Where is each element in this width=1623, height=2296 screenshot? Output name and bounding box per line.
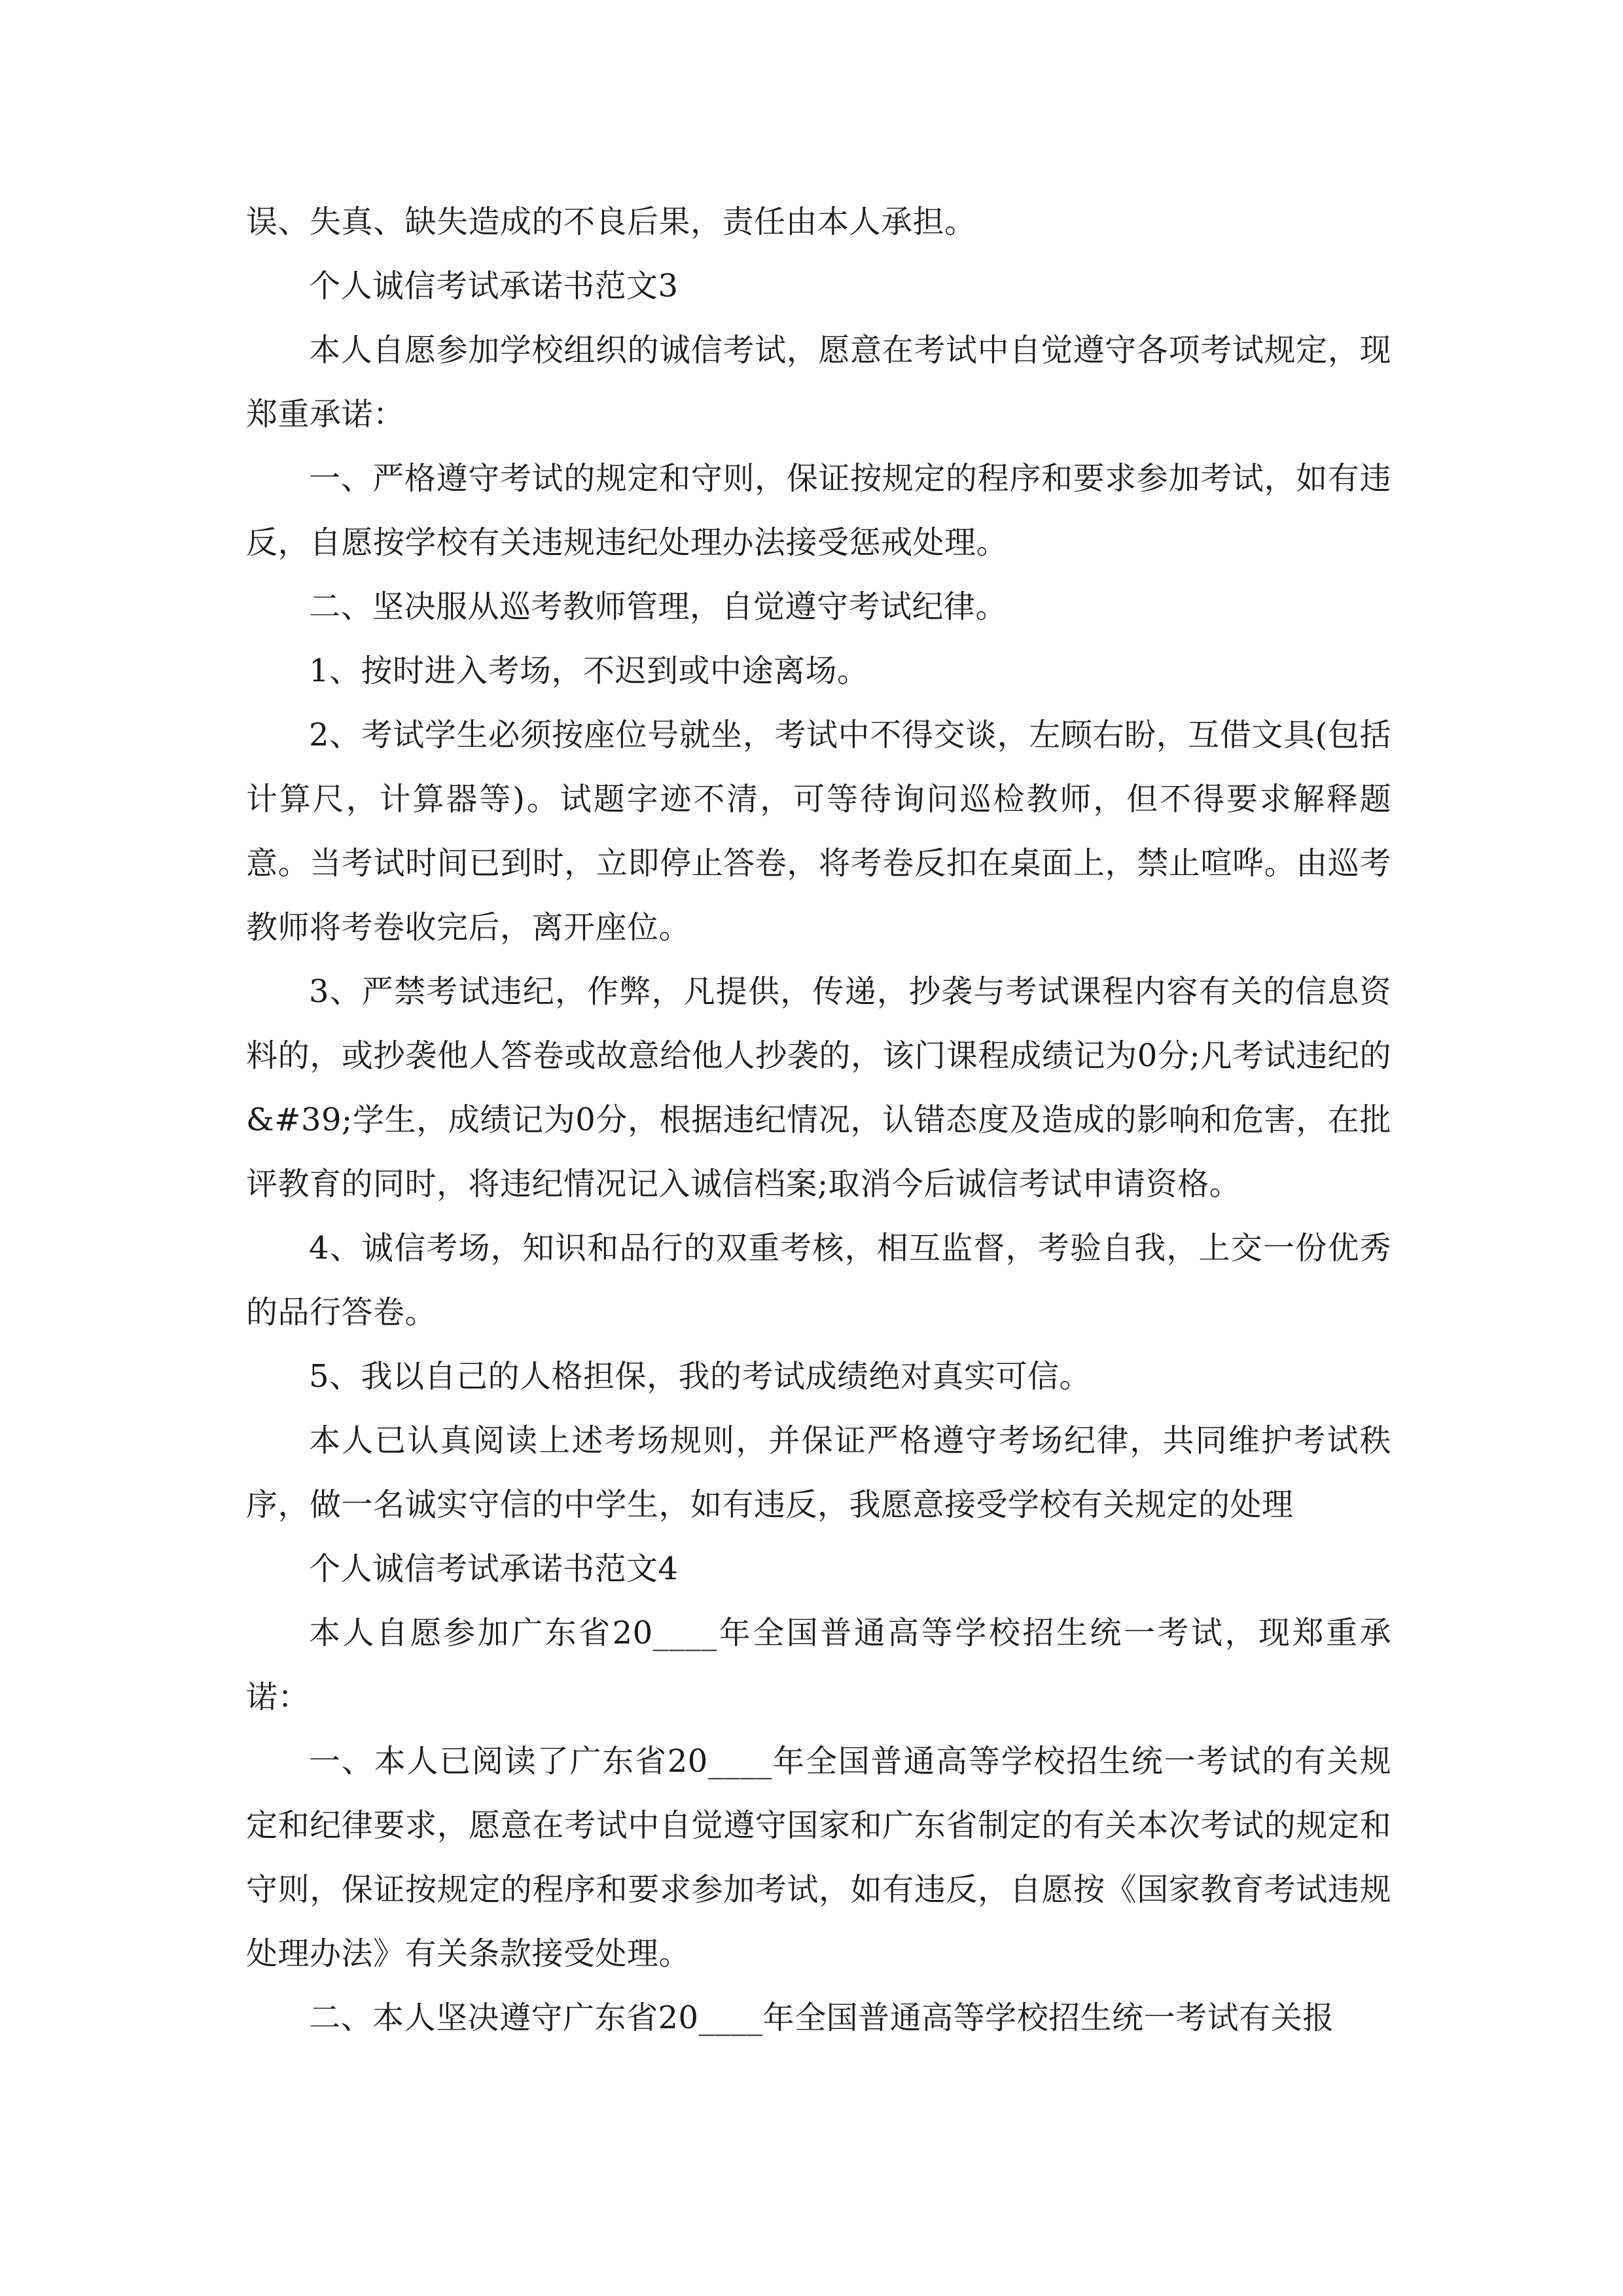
paragraph: 一、严格遵守考试的规定和守则，保证按规定的程序和要求参加考试，如有违反，自愿按学校有关违规违纪处理办法接受惩戒处理。 xyxy=(246,460,1391,561)
list-item: 5、我以自己的人格担保，我的考试成绩绝对真实可信。 xyxy=(309,1358,1092,1395)
list-item: 3、严禁考试违纪，作弊，凡提供，传递，抄袭与考试课程内容有关的信息资料的，或抄袭他人答卷或故意给他人抄袭的，该门课程成绩记为0分;凡考试违纪的&#39;学生，成绩记为0分，根据违纪情况，认错态度及造成的影响和危害，在批评教育的同时，将违纪情况记入诚信档案;取消今后诚信考试申请资格。 xyxy=(246,973,1391,1202)
paragraph: 二、坚决服从巡考教师管理，自觉遵守考试纪律。 xyxy=(309,588,1008,625)
paragraph: 一、本人已阅读了广东省20____年全国普通高等学校招生统一考试的有关规定和纪律要求，愿意在考试中自觉遵守国家和广东省制定的有关本次考试的规定和守则，保证按规定的程序和要求参加考试，如有违反，自愿按《国家教育考试违规处理办法》有关条款接受处理。 xyxy=(246,1743,1391,1972)
paragraph: 本人自愿参加学校组织的诚信考试，愿意在考试中自觉遵守各项考试规定，现郑重承诺： xyxy=(246,332,1391,433)
paragraph: 本人已认真阅读上述考场规则，并保证严格遵守考场纪律，共同维护考试秩序，做一名诚实守信的中学生，如有违反，我愿意接受学校有关规定的处理 xyxy=(246,1422,1391,1523)
paragraph: 本人自愿参加广东省20____年全国普通高等学校招生统一考试，现郑重承诺： xyxy=(246,1615,1391,1715)
list-item: 4、诚信考场，知识和品行的双重考核，相互监督，考验自我，上交一份优秀的品行答卷。 xyxy=(246,1230,1391,1331)
section-heading-3: 个人诚信考试承诺书范文3 xyxy=(309,268,679,304)
list-item: 1、按时进入考场，不迟到或中途离场。 xyxy=(309,653,869,689)
paragraph: 二、本人坚决遵守广东省20____年全国普通高等学校招生统一考试有关报 xyxy=(309,2000,1334,2036)
paragraph-continuation: 误、失真、缺失造成的不良后果，责任由本人承担。 xyxy=(246,204,976,240)
list-item: 2、考试学生必须按座位号就坐，考试中不得交谈，左顾右盼，互借文具(包括计算尺，计算器等)。试题字迹不清，可等待询问巡检教师，但不得要求解释题意。当考试时间已到时，立即停止答卷，将考卷反扣在桌面上，禁止喧哗。由巡考教师将考卷收完后，离开座位。 xyxy=(246,717,1391,946)
document-body xyxy=(246,190,1391,2050)
section-heading-4: 个人诚信考试承诺书范文4 xyxy=(309,1551,679,1587)
